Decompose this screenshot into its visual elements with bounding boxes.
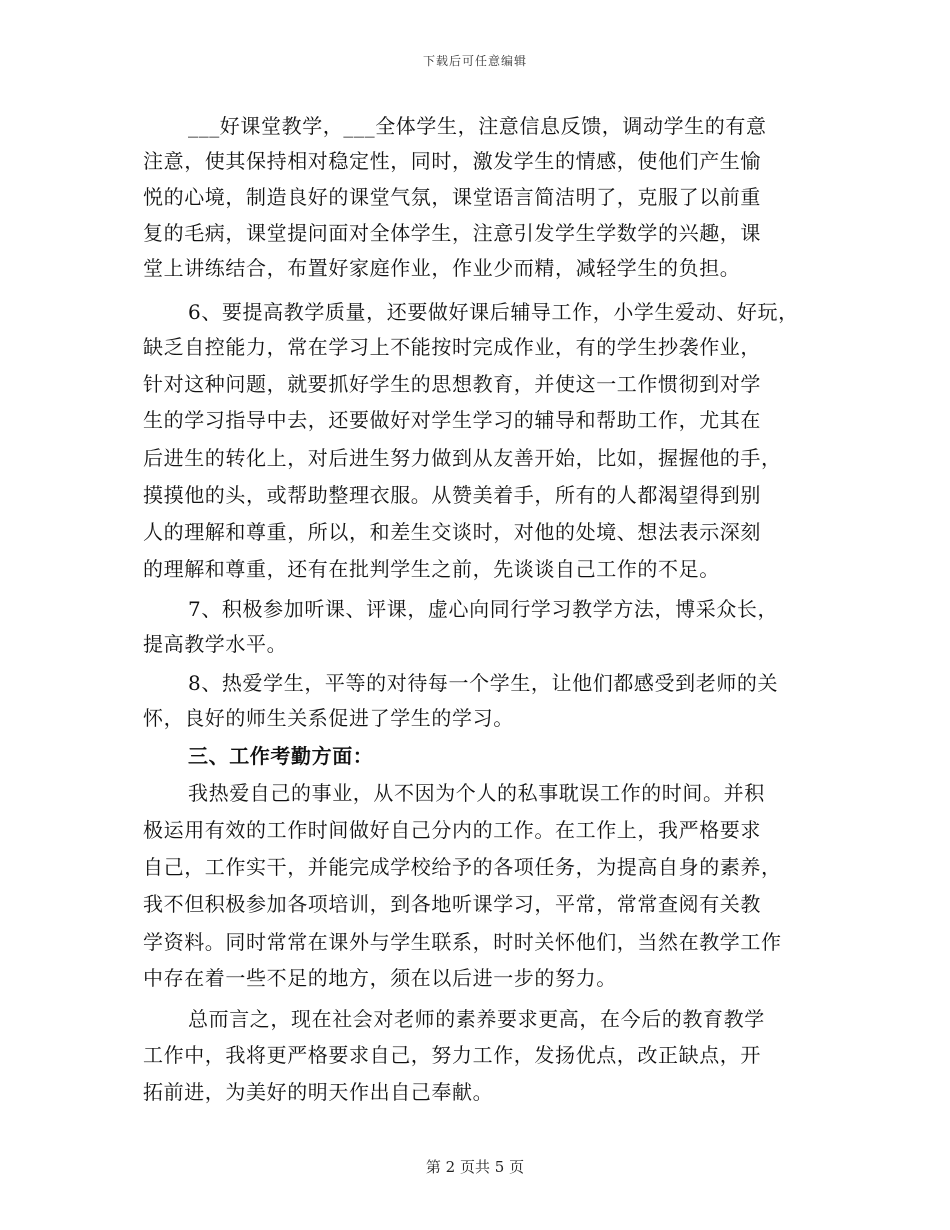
text-line: 生的学习指导中去，还要做好对学生学习的辅导和帮助工作，尤其在 xyxy=(143,408,761,432)
conclusion-line: 总而言之，现在社会对老师的素养要求更高，在今后的教育教学 xyxy=(188,1007,765,1031)
text-line: 后进生的转化上，对后进生努力做到从友善开始，比如，握握他的手， xyxy=(143,446,782,470)
text-line: 极运用有效的工作时间做好自己分内的工作。在工作上，我严格要求 xyxy=(143,818,761,842)
text-line: 我不但积极参加各项培训，到各地听课学习，平常，常常查阅有关教 xyxy=(143,892,761,916)
text-line: 摸摸他的头，或帮助整理衣服。从赞美着手，所有的人都渴望得到别 xyxy=(143,483,761,507)
text-line: 中存在着一些不足的地方，须在以后进一步的努力。 xyxy=(143,966,617,990)
text-line: 注意，使其保持相对稳定性，同时，激发学生的情感，使他们产生愉 xyxy=(143,149,761,173)
section-heading: 三、工作考勤方面： xyxy=(188,744,374,768)
text-line: 堂上讲练结合，布置好家庭作业，作业少而精，减轻学生的负担。 xyxy=(143,256,741,280)
page-number: 第 2 页共 5 页 xyxy=(425,1158,525,1176)
text-line: 学资料。同时常常在课外与学生联系，时时关怀他们，当然在教学工作 xyxy=(143,930,782,954)
text-line: 悦的心境，制造良好的课堂气氛，课堂语言简洁明了，克服了以前重 xyxy=(143,185,761,209)
text-line: 人的理解和尊重，所以，和差生交谈时，对他的处境、想法表示深刻 xyxy=(143,520,761,544)
item-7-line: 7、积极参加听课、评课，虚心向同行学习教学方法，博采众长， xyxy=(188,597,779,621)
text-line: 缺乏自控能力，常在学习上不能按时完成作业，有的学生抄袭作业， xyxy=(143,335,761,359)
text-line: ___好课堂教学，___全体学生，注意信息反馈，调动学生的有意 xyxy=(188,114,767,138)
text-line: 工作中，我将更严格要求自己，努力工作，发扬优点，改正缺点，开 xyxy=(143,1043,761,1067)
text-line: 的理解和尊重，还有在批判学生之前，先谈谈自己工作的不足。 xyxy=(143,557,720,581)
item-6-line: 6、要提高教学质量，还要做好课后辅导工作，小学生爱动、好玩， xyxy=(188,300,799,324)
text-line: 复的毛病，课堂提问面对全体学生，注意引发学生学数学的兴趣，课 xyxy=(143,221,761,245)
page-header: 下载后可任意编辑 xyxy=(422,54,527,68)
text-line: 我热爱自己的事业，从不因为个人的私事耽误工作的时间。并积 xyxy=(188,781,765,805)
text-line: 怀，良好的师生关系促进了学生的学习。 xyxy=(143,706,514,730)
text-line: 针对这种问题，就要抓好学生的思想教育，并使这一工作惯彻到对学 xyxy=(143,372,761,396)
item-8-line: 8、热爱学生，平等的对待每一个学生，让他们都感受到老师的关 xyxy=(188,671,779,695)
text-line: 拓前进，为美好的明天作出自己奉献。 xyxy=(143,1080,494,1104)
text-line: 自己，工作实干，并能完成学校给予的各项任务，为提高自身的素养， xyxy=(143,855,782,879)
text-line: 提高教学水平。 xyxy=(143,632,288,656)
